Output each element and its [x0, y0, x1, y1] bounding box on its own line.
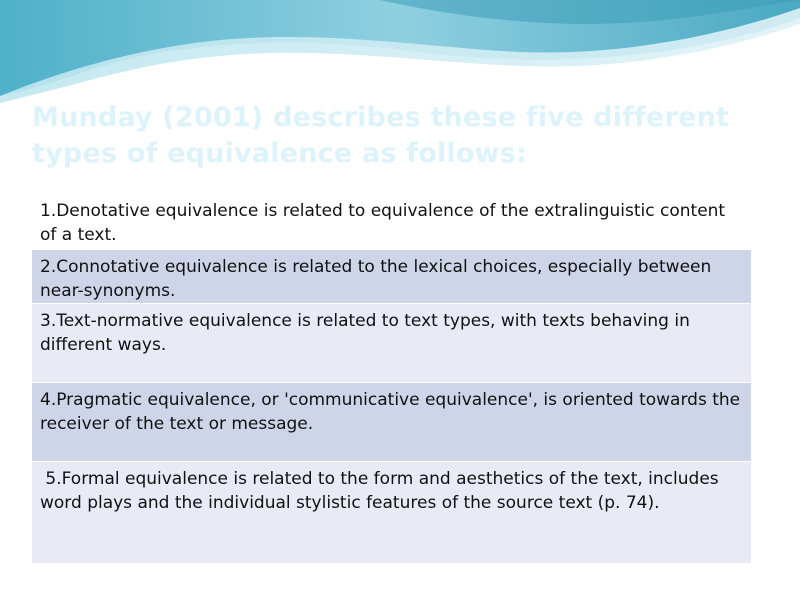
header-wave-decoration: [0, 0, 800, 110]
table-row: 2.Connotative equivalence is related to the lexical choices, especially between near-synonyms.: [32, 250, 751, 304]
slide-title: Munday (2001) describes these five different types of equivalence as follows:: [32, 102, 730, 169]
table-row: 1.Denotative equivalence is related to equivalence of the extralinguistic content of a text.: [32, 194, 751, 250]
table-row: 5.Formal equivalence is related to the form and aesthetics of the text, includes word plays and the individual stylistic features of the source text (p. 74).: [32, 462, 751, 563]
table-row: 3.Text-normative equivalence is related to text types, with texts behaving in different ways.: [32, 304, 751, 383]
table-row: 4.Pragmatic equivalence, or 'communicative equivalence', is oriented towards the receiver of the text or message.: [32, 383, 751, 462]
equivalence-table: [32, 194, 751, 563]
